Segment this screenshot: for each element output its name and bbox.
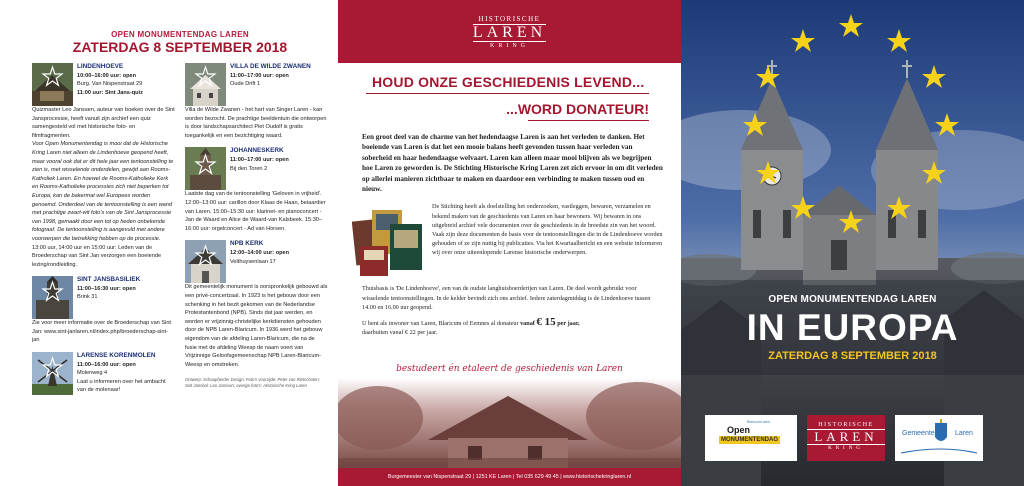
fee-amount: € 15 — [536, 315, 556, 328]
cover-artwork — [681, 0, 1024, 486]
lindenhoeve-body: Quizmaster Leo Janssen, auteur van boeken over de Sint Jansprocessie, heeft vanuit zijn archief een quiz samengesteld vol met historische foto- en filmfragmenten. — [32, 107, 175, 139]
sintjan-address: Brink 31 — [77, 294, 98, 301]
cover-logo-line2: LAREN — [807, 429, 885, 445]
donor-mission: De Stichting heeft als doelstelling het onderzoeken, vastleggen, bewaren, verzamelen en bekend maken van de geschiedenis van Laren en haar bewoners. Wij bewaren in ons uitgebreid archief vele documenten over de geschiedenis in de breedste zin van het woord. Vaak zijn deze documenten de basis voor de tentoonstellingen die in de Lindenhoeve worden gehouden of ze zijn nuttig bij publicaties. Via het Kwartaalbericht en een website informeren wij over onze uiteenlopende Larense historische onderwerpen. — [432, 203, 663, 256]
sintjan-photo — [32, 276, 73, 319]
historische-kring-logo — [473, 15, 546, 49]
entry-sint-jansbasiliek — [32, 276, 175, 345]
lindenhoeve-time: 10:00–16:00 uur: open — [77, 72, 137, 79]
wildezwanen-body: Villa de Wilde Zwanen - het hart van Singer Laren - kan worden bezocht. De prachtige beeldentuin die ontworpen is door landschapsarchitect Piet Oudolf is gratis toegankelijk en een bezichtiging waard. — [185, 107, 327, 139]
historische-kring-logo-cover — [807, 415, 885, 461]
heading-rule — [366, 93, 649, 94]
johanneskerk-name: JOHANNESKERK — [230, 147, 284, 155]
fee-per: per jaar, — [557, 319, 580, 327]
npb-name: NPB KERK — [230, 240, 264, 248]
donor-panel — [338, 0, 681, 486]
johanneskerk-address: Bij den Toren 2 — [230, 165, 268, 172]
wildezwanen-name: VILLA DE WILDE ZWANEN — [230, 63, 311, 70]
wildezwanen-photo — [185, 63, 226, 106]
lindenhoeve-address: Burg. Van Nispenstraat 29 — [77, 81, 143, 88]
program-subtitle: OPEN MONUMENTENDAG LAREN — [111, 30, 249, 39]
fee-pre: U bent als inwoner van Laren, Blaricum of Eemnes al donateur — [362, 319, 519, 327]
laren-text: Laren — [955, 430, 973, 437]
korenmolen-time: 11:00–16:00 uur: open — [77, 361, 136, 368]
sintjan-time: 11:00–16:30 uur: open — [77, 285, 136, 292]
lindenhoeve-photo — [32, 63, 73, 106]
program-column-left — [32, 63, 175, 402]
donor-heading-1: HOUD ONZE GESCHIEDENIS LEVEND... — [372, 74, 645, 90]
lindenhoeve-extra: 13:00 uur, 14:00 uur en 15:00 uur: Leden van de Broederschap van Sint Jan verzorgen een boeiende lezing/rondleiding. — [32, 244, 162, 268]
logo-line3: KRING — [489, 42, 529, 49]
fee-vanaf: vanaf — [520, 319, 535, 327]
tagline-script: bestudeert én etaleert de geschiedenis van Laren — [396, 364, 623, 374]
cover-panel — [681, 0, 1024, 486]
sintjan-body: Zie voor meer informatie over de Broederschap van Sint Jan: www.sint-janlaren.nl/index.php/broederschap-sint-jan — [32, 320, 171, 344]
gemeente-laren-logo — [895, 415, 983, 461]
johanneskerk-program: 12:00–13:00 uur: carillon door Klaas de Haan, beiaardier van Laren. 15:00–15:30 uur: klarinet- en pianoconcert - Jan de Waard en Alice de Waard-van Kalsbeek. 15:30–16:00 uur: orgelconcert - Ad van Horsen. — [185, 199, 326, 232]
lindenhoeve-name: LINDENHOEVE — [77, 63, 124, 70]
donor-intro: Een groot deel van de charme van het hedendaagse Laren is aan het verleden te danken. Het boeiende van Laren is dat het een mooie balans heeft gevonden tussen haar verleden van soberheid en haar hedendaagse welvaart. Laren kan alleen maar mooi blijven als we begrijpen hoe Laren zo geworden is. De Stichting Historische Kring Laren zet zich ervoor in om dit verleden op allerlei manieren zichtbaar te maken en daardoor een verbinding te maken tussen oud en nieuw. — [362, 133, 663, 194]
omd-open-text: Open — [727, 425, 751, 435]
johanneskerk-body: Laatste dag van de tentoonstelling 'Geloven in vrijheid'. — [185, 191, 322, 198]
logo-line1: HISTORISCHE — [478, 14, 541, 23]
fee-post: daarbuiten vanaf € 22 per jaar. — [362, 328, 438, 336]
cover-logo-line1: HISTORISCHE — [818, 422, 874, 428]
design-credit: Ontwerp: Schaapherder Design. Foto's voorzijde: Peter van Rietschoten; Sint Jansbal: Leo Janssen; overige foto's: Historische Kring Laren — [185, 377, 320, 389]
omd-tiny-text: BlaricumLaren — [747, 420, 771, 424]
donor-thuisbasis: Thuisbasis is 'De Lindenhoeve', een van de oudste langhuisboerderijen van Laren. De deel wordt gebruikt voor wisselende tentoonstellingen. In de kelder bevindt zich ons archief. Iedere zaterdagmiddag is de Lindenhoeve tussen 14.00 en 16.00 uur geopend. — [362, 285, 651, 311]
heading-rule-2 — [528, 120, 649, 121]
npb-time: 12:00–14:00 uur: open — [230, 249, 290, 256]
omd-sub-text: MONUMENTENDAG — [721, 437, 778, 443]
korenmolen-address: Molenweg 4 — [77, 370, 108, 377]
open-monumentendag-logo — [705, 415, 797, 461]
gemeente-text: Gemeente — [902, 430, 935, 437]
entry-johanneskerk — [185, 147, 328, 233]
korenmolen-name: LARENSE KORENMOLEN — [77, 352, 156, 360]
donor-footer: Burgemeester van Nispenstraat 29 | 1251 KE Laren | Tel 035 629 49 45 | www.historischekringlaren.nl — [338, 468, 681, 486]
gemeente-crest-icon — [895, 415, 983, 461]
npb-body: Dit gemeentelijk monument is oorspronkelijk gebouwd als een privé-concertzaal. In 1923 is het gebouw door een schenking in het bezit gekomen van de Nederlandse Protestantenbond (NPB). Sinds dat jaar werden, en worden er vrijzinnig-christelijke kerkdiensten gehouden door de NPB Laren-Blaricum. In 1936 werd het gebouw eigendom van de afdeling Laren-Blaricum, die na de fusie met de afdeling Weesp de naam voert van Vrijzinnige Geloofsgemeenschap NPB Laren-Blaricum-Weesp en omstreken. — [185, 284, 328, 368]
sintjan-name: SINT JANSBASILIEK — [77, 276, 141, 284]
wildezwanen-address: Oude Drift 1 — [230, 81, 261, 88]
donor-header-band — [338, 0, 681, 63]
cover-date: ZATERDAG 8 SEPTEMBER 2018 — [768, 350, 937, 362]
entry-lindenhoeve — [32, 63, 175, 269]
entry-korenmolen — [32, 352, 175, 395]
korenmolen-photo — [32, 352, 73, 395]
lindenhoeve-italic: Voor Open Monumentendag is mooi dat de Historische Kring Laren niet alleen de Lindenhoeve geopend heeft, maar vooral ook dat er dit hele jaar een tentoonstelling te zien is, met wisselende onderdelen, gewijd aan Rooms-Katholiek Laren. En hoewel de Rooms-Katholieke Kerk en Rooms-Katholieke processies zich niet beperken tot Europa, kan de bakermat wel Europees worden genoemd. Onderdeel van de tentoonstelling is een wand met prachtige zwart-wit foto's van de Sint Jansprocessie van 1998, gemaakt door een tot op heden onbekende fotograaf. De tentoonstelling is aangevuld met andere voorwerpen die betrekking hebben op de processie. — [32, 141, 174, 242]
cover-title: IN EUROPA — [746, 307, 959, 348]
npb-photo — [185, 240, 226, 283]
johanneskerk-time: 11:00–17:00 uur: open — [230, 156, 289, 163]
entry-npb-kerk — [185, 240, 328, 369]
lindenhoeve-event: 11:00 uur: Sint Jans-quiz — [77, 89, 143, 96]
donor-fee — [362, 315, 663, 337]
program-panel — [0, 0, 338, 486]
logo-line2: LAREN — [472, 23, 547, 41]
program-column-right — [185, 63, 328, 402]
cover-logo-line3: KRING — [828, 446, 864, 451]
johanneskerk-photo — [185, 147, 226, 190]
farmhouse-photo — [338, 378, 681, 468]
korenmolen-body: Laat u informeren over het ambacht van de molenaar! — [77, 378, 166, 394]
books-image — [352, 202, 426, 279]
program-title: ZATERDAG 8 SEPTEMBER 2018 — [72, 39, 288, 55]
cover-subtitle: OPEN MONUMENTENDAG LAREN — [768, 294, 937, 305]
entry-wilde-zwanen — [185, 63, 328, 140]
wildezwanen-time: 11:00–17:00 uur: open — [230, 72, 289, 79]
npb-address: Velthuysenlaan 17 — [230, 258, 276, 265]
donor-heading-2: ...WORD DONATEUR! — [506, 101, 649, 117]
